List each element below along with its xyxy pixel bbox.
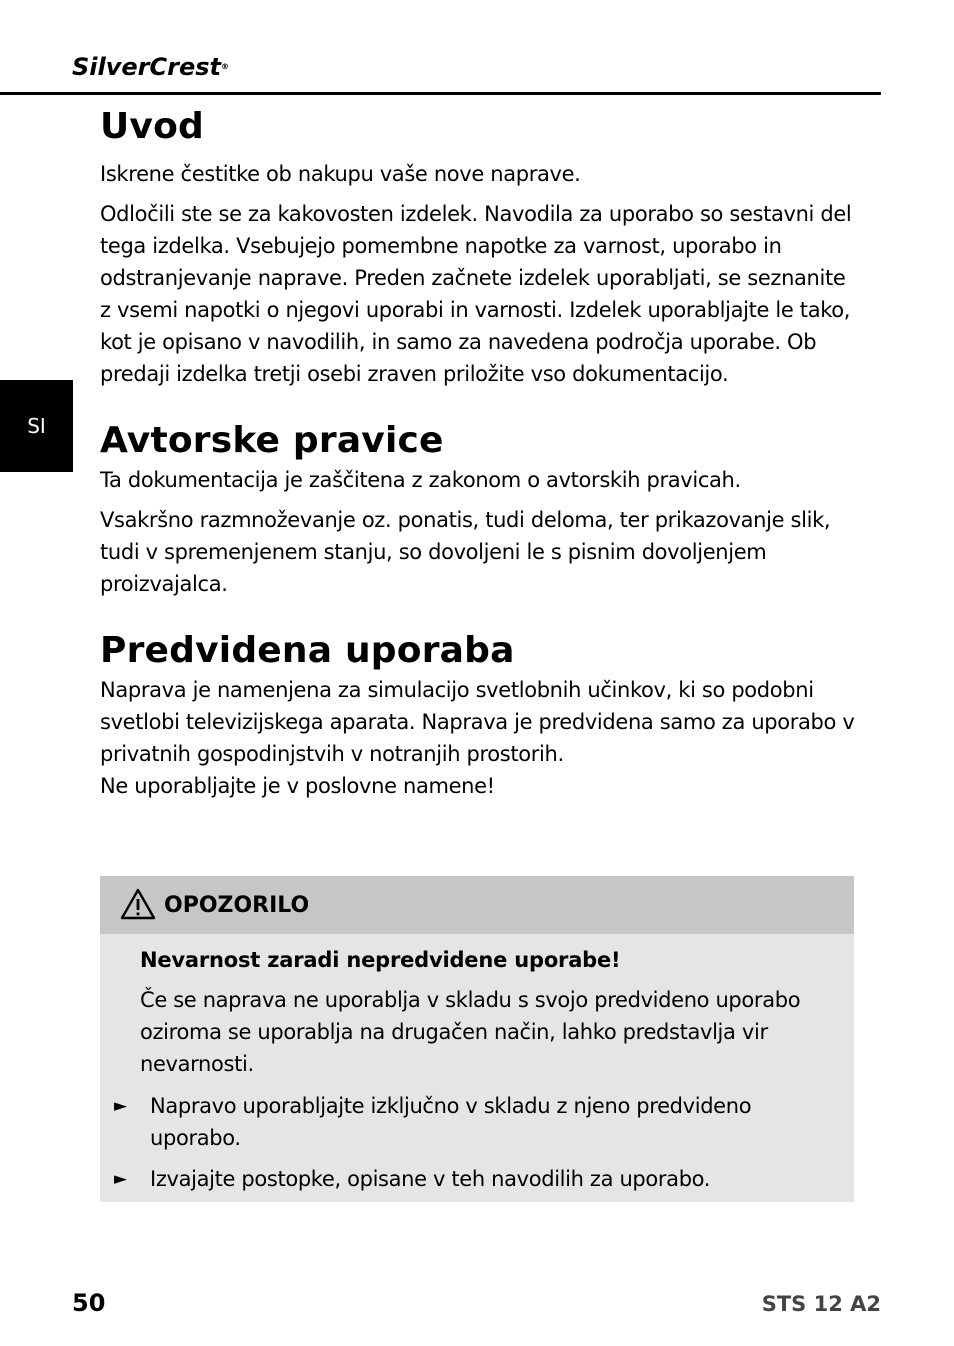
list-item	[114, 1090, 838, 1154]
bullet-text: Izvajajte postopke, opisane v teh navodilih za uporabo.	[150, 1167, 711, 1191]
section-title-copyright: Avtorske pravice	[100, 420, 444, 461]
intro-paragraph-1: Iskrene čestitke ob nakupu vaše nove naprave.	[100, 162, 581, 186]
section-title-intended-use: Predvidena uporaba	[100, 630, 515, 671]
warning-label: OPOZORILO	[164, 893, 310, 918]
bullet-text: Napravo uporabljajte izključno v skladu z njeno predvideno uporabo.	[150, 1094, 752, 1150]
list-item	[114, 1163, 838, 1195]
main-content	[100, 104, 858, 802]
copyright-paragraph-1: Ta dokumentacija je zaščitena z zakonom o avtorskih pravicah.	[100, 468, 741, 492]
language-tab	[0, 380, 73, 472]
warning-box	[100, 876, 854, 1202]
brand-name: SilverCrest	[72, 53, 221, 81]
header-rule	[0, 92, 881, 95]
warning-text: Če se naprava ne uporablja v skladu s svojo predvideno uporabo oziroma se uporablja na drugačen način, lahko predstavlja vir nevarnosti.	[140, 988, 801, 1076]
bullet-arrow-icon: ►	[114, 1169, 127, 1189]
brand-logo	[72, 52, 229, 82]
intended-use-paragraph-2: Ne uporabljajte je v poslovne namene!	[100, 774, 495, 798]
warning-header	[100, 876, 854, 934]
warning-subtitle: Nevarnost zaradi nepredvidene uporabe!	[140, 948, 621, 972]
bullet-arrow-icon: ►	[114, 1096, 127, 1116]
intended-use-paragraph-1: Naprava je namenjena za simulacijo svetlobnih učinkov, ki so podobni svetlobi televizijskega aparata. Naprava je predvidena samo za uporabo v privatnih gospodinjstvih v notranjih prostorih.	[100, 678, 855, 766]
section-title-intro: Uvod	[100, 106, 205, 147]
copyright-paragraph-2: Vsakršno razmnoževanje oz. ponatis, tudi deloma, ter prikazovanje slik, tudi v spremenjenem stanju, so dovoljeni le s pisnim dovoljenjem proizvajalca.	[100, 508, 831, 596]
intro-paragraph-2: Odločili ste se za kakovosten izdelek. Navodila za uporabo so sestavni del tega izdelka. Vsebujejo pomembne napotke za varnost, uporabo in odstranjevanje naprave. Preden začnete izdelek uporabljati, se seznanite z vsemi napotki o njegovi uporabi in varnosti. Izdelek uporabljajte le tako, kot je opisano v navodilih, in samo za navedena področja uporabe. Ob predaji izdelka tretji osebi zraven priložite vso dokumentacijo.	[100, 202, 852, 386]
warning-bullet-list	[114, 1090, 838, 1204]
registered-mark: ®	[220, 62, 229, 71]
language-tab-label: SI	[27, 414, 46, 438]
warning-triangle-icon	[120, 888, 156, 920]
model-number: STS 12 A2	[761, 1292, 881, 1316]
page-number: 50	[72, 1289, 106, 1317]
warning-body	[140, 944, 840, 1080]
